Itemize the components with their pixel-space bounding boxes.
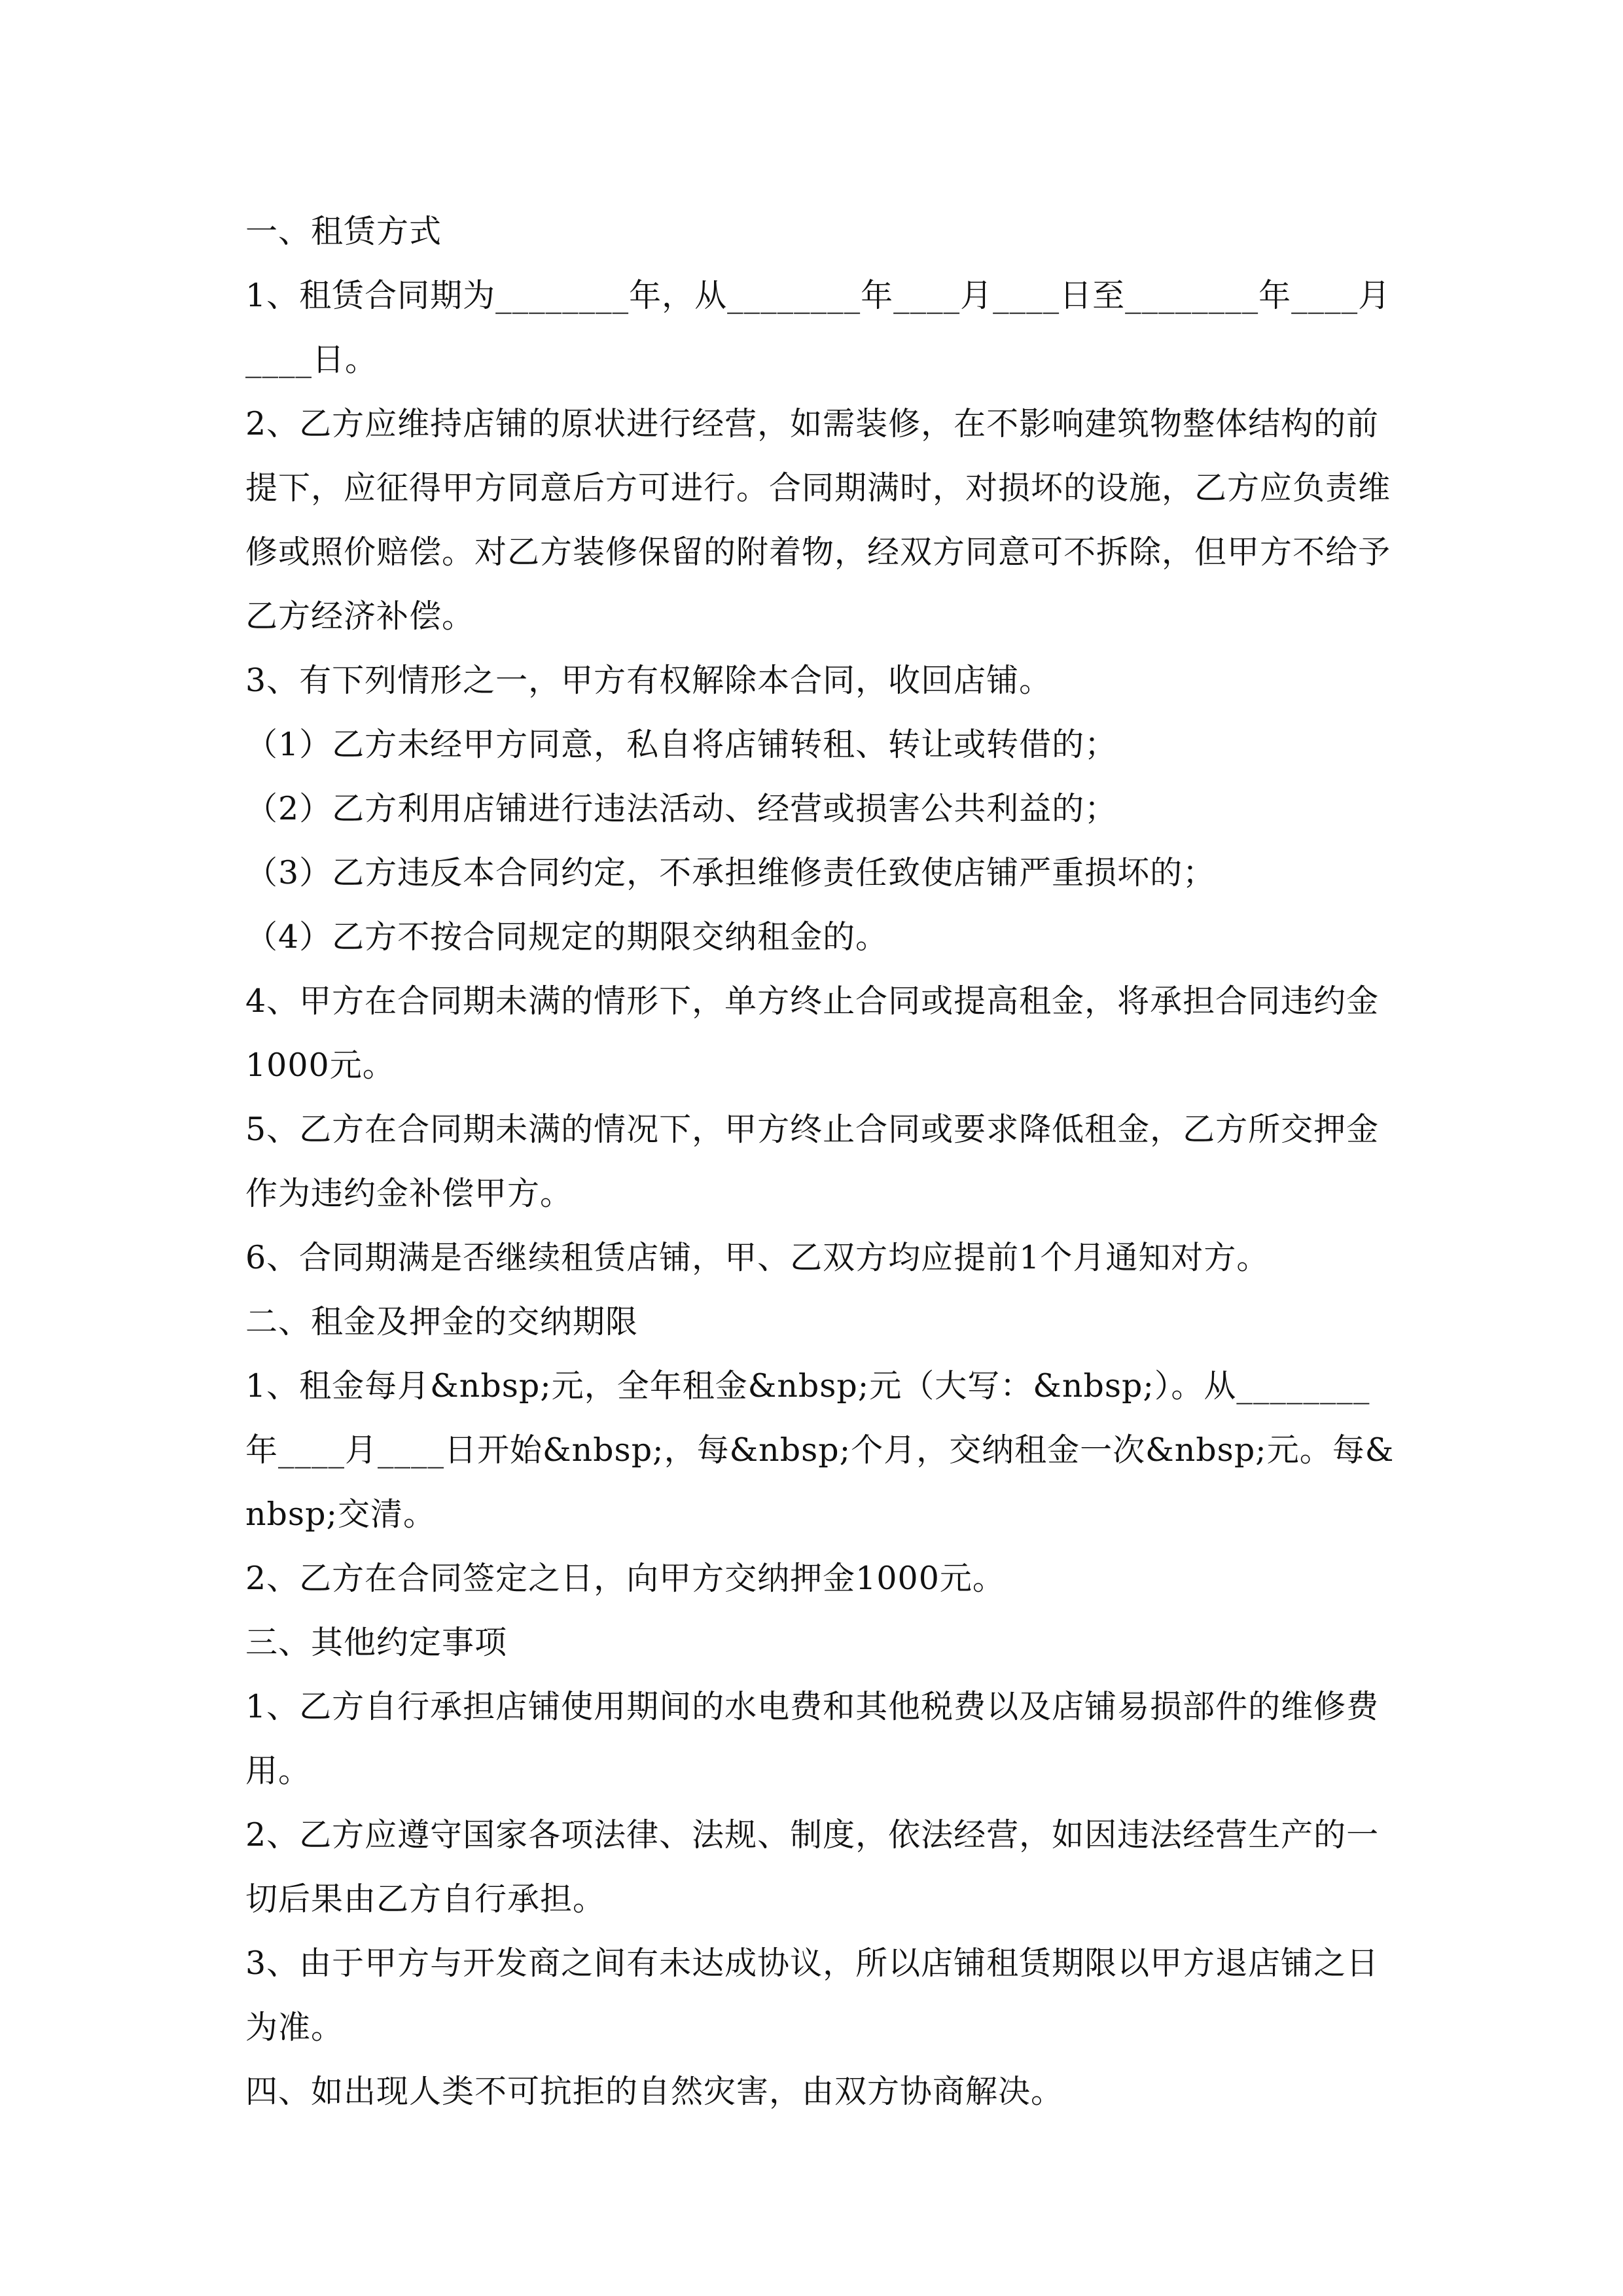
section-heading-force-majeure: 四、如出现人类不可抗拒的自然灾害，由双方协商解决。: [245, 2073, 1064, 2110]
section-heading-rent-deposit: 二、租金及押金的交纳期限: [245, 1303, 639, 1340]
condition-item-3: （3）乙方违反本合同约定，不承担维修责任致使店铺严重损坏的；: [245, 854, 1216, 891]
condition-item-4: （4）乙方不按合同规定的期限交纳租金的。: [245, 918, 889, 956]
clause-party-b-deposit: 5、乙方在合同期未满的情况下，甲方终止合同或要求降低租金，乙方所交押金作为违约金补偿甲方。: [245, 1111, 1380, 1212]
clause-utilities: 1、乙方自行承担店铺使用期间的水电费和其他税费以及店铺易损部件的维修费用。: [245, 1688, 1380, 1789]
section-heading-lease-method: 一、租赁方式: [245, 213, 442, 250]
clause-legal-compliance: 2、乙方应遵守国家各项法律、法规、制度，依法经营，如因违法经营生产的一切后果由乙方自行承担。: [245, 1816, 1380, 1918]
clause-renovation: 2、乙方应维持店铺的原状进行经营，如需装修，在不影响建筑物整体结构的前提下，应征得甲方同意后方可进行。合同期满时，对损坏的设施，乙方应负责维修或照价赔偿。对乙方装修保留的附着物，经双方同意可不拆除，但甲方不给予乙方经济补偿。: [245, 405, 1391, 635]
section-heading-other-terms: 三、其他约定事项: [245, 1624, 508, 1661]
condition-item-2: （2）乙方利用店铺进行违法活动、经营或损害公共利益的；: [245, 790, 1118, 827]
document-body: [245, 200, 1397, 2124]
clause-developer-agreement: 3、由于甲方与开发商之间有未达成协议，所以店铺租赁期限以甲方退店铺之日为准。: [245, 1945, 1380, 2046]
clause-deposit-amount: 2、乙方在合同签定之日，向甲方交纳押金1000元。: [245, 1560, 1005, 1597]
condition-item-1: （1）乙方未经甲方同意，私自将店铺转租、转让或转借的；: [245, 726, 1118, 763]
clause-rent-payment: 1、租金每月&nbsp;元，全年租金&nbsp;元（大写：&nbsp;）。从________年____月____日开始&nbsp;，每&nbsp;个月，交纳租金一次&nbsp;元。每&nbsp;交清。: [245, 1367, 1395, 1533]
clause-termination-conditions: 3、有下列情形之一，甲方有权解除本合同，收回店铺。: [245, 662, 1052, 699]
clause-lease-term: 1、租赁合同期为________年，从________年____月____日至________年____月____日。: [245, 277, 1391, 378]
clause-renewal-notice: 6、合同期满是否继续租赁店铺，甲、乙双方均应提前1个月通知对方。: [245, 1239, 1270, 1276]
clause-party-a-penalty: 4、甲方在合同期未满的情形下，单方终止合同或提高租金，将承担合同违约金1000元。: [245, 982, 1380, 1084]
